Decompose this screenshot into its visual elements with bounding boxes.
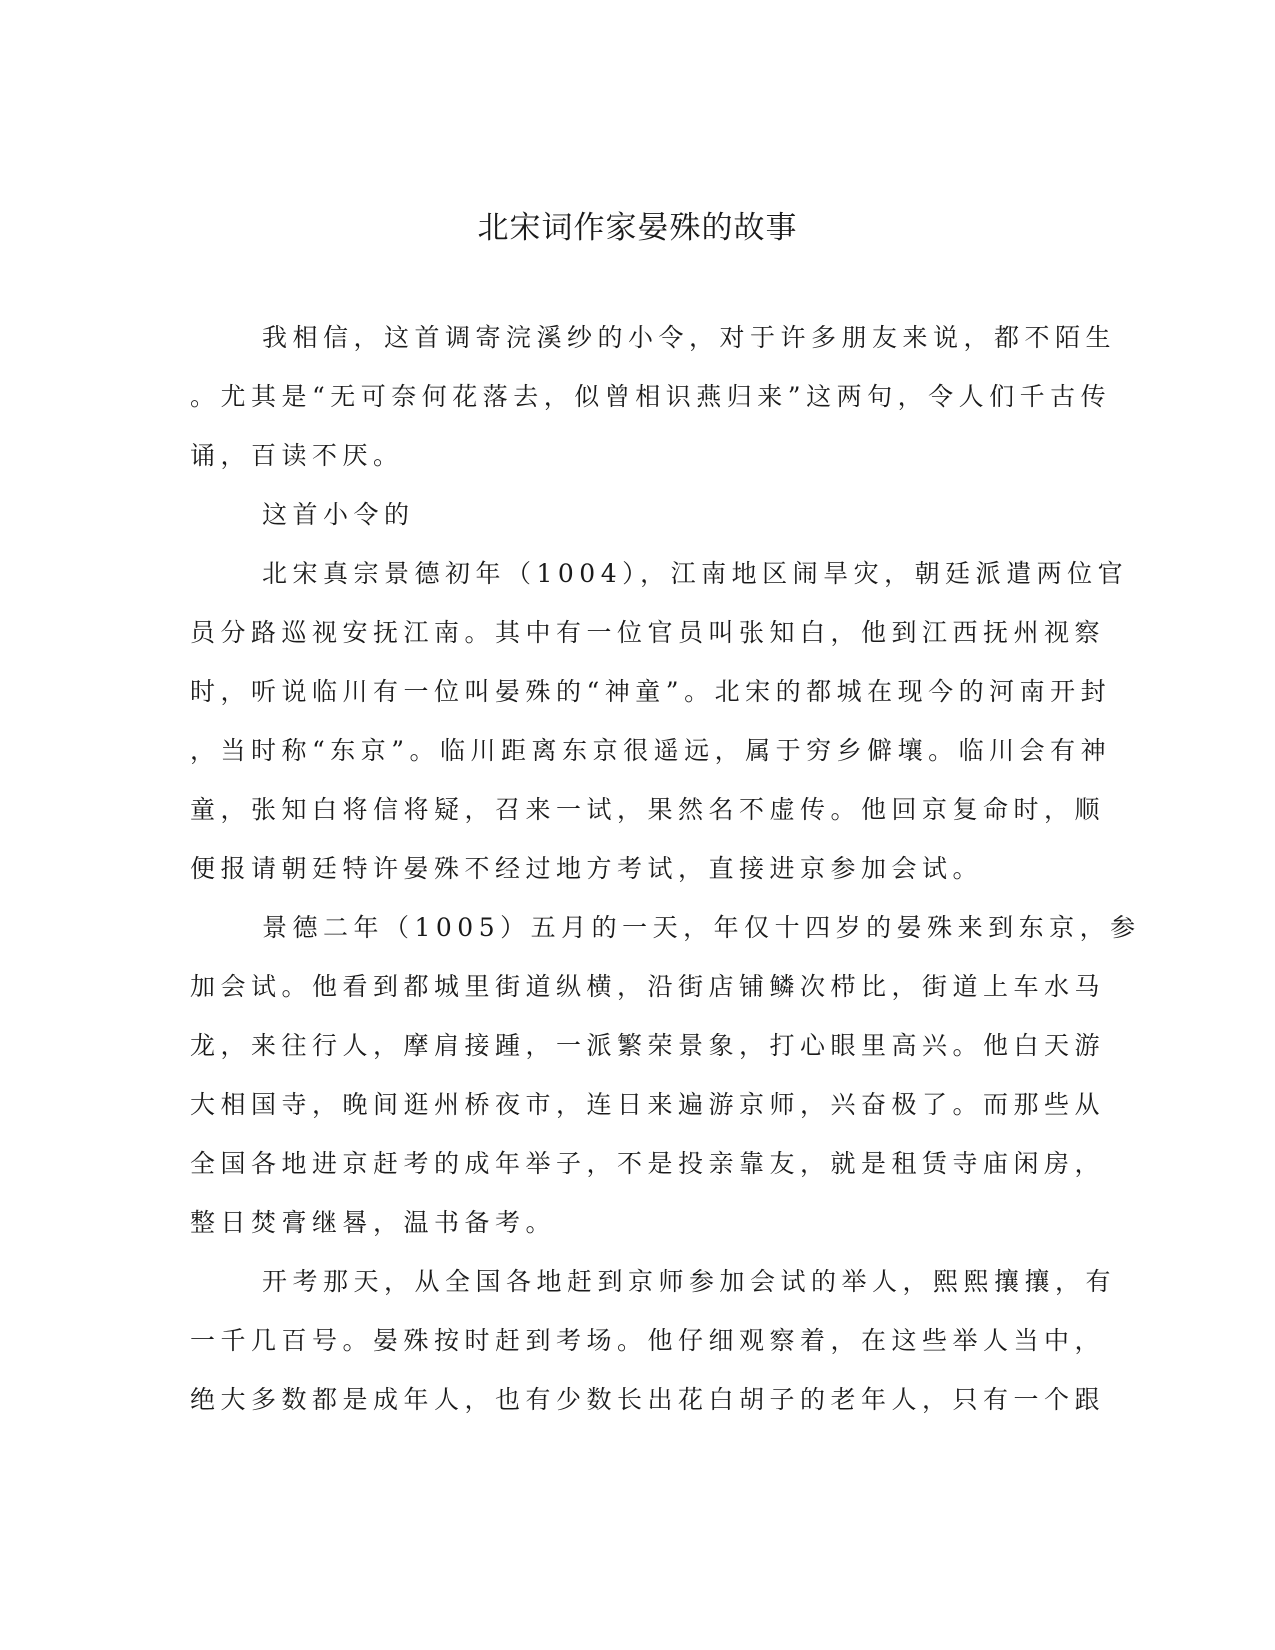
text-line: 时，听说临川有一位叫晏殊的“神童”。北宋的都城在现今的河南开封 bbox=[190, 677, 1112, 706]
text-line: 这首小令的 bbox=[262, 500, 415, 529]
text-line: 全国各地进京赶考的成年举子，不是投亲靠友，就是租赁寺庙闲房， bbox=[190, 1149, 1106, 1178]
text-line: 。尤其是“无可奈何花落去，似曾相识燕归来”这两句，令人们千古传 bbox=[190, 382, 1112, 411]
text-line: 我相信，这首调寄浣溪纱的小令，对于许多朋友来说，都不陌生 bbox=[262, 323, 1117, 352]
text-line: 一千几百号。晏殊按时赶到考场。他仔细观察着，在这些举人当中， bbox=[190, 1326, 1106, 1355]
text-line: 童，张知白将信将疑，召来一试，果然名不虚传。他回京复命时，顺 bbox=[190, 795, 1106, 824]
text-line: 北宋真宗景德初年（1004），江南地区闹旱灾，朝廷派遣两位官 bbox=[262, 559, 1129, 588]
text-line: 诵，百读不厌。 bbox=[190, 441, 404, 470]
text-line: 大相国寺，晚间逛州桥夜市，连日来遍游京师，兴奋极了。而那些从 bbox=[190, 1090, 1106, 1119]
text-line: 加会试。他看到都城里街道纵横，沿街店铺鳞次栉比，街道上车水马 bbox=[190, 972, 1106, 1001]
text-line: 开考那天，从全国各地赶到京师参加会试的举人，熙熙攘攘，有 bbox=[262, 1267, 1117, 1296]
text-line: 景德二年（1005）五月的一天，年仅十四岁的晏殊来到东京，参 bbox=[262, 913, 1141, 942]
text-line: 龙，来往行人，摩肩接踵，一派繁荣景象，打心眼里高兴。他白天游 bbox=[190, 1031, 1106, 1060]
text-line: 员分路巡视安抚江南。其中有一位官员叫张知白，他到江西抚州视察 bbox=[190, 618, 1106, 647]
document-title: 北宋词作家晏殊的故事 bbox=[477, 210, 798, 246]
text-line: 便报请朝廷特许晏殊不经过地方考试，直接进京参加会试。 bbox=[190, 854, 984, 883]
text-line: 整日焚膏继晷，温书备考。 bbox=[190, 1208, 557, 1237]
text-line: 绝大多数都是成年人，也有少数长出花白胡子的老年人，只有一个跟 bbox=[190, 1385, 1106, 1414]
text-line: ，当时称“东京”。临川距离东京很遥远，属于穷乡僻壤。临川会有神 bbox=[190, 736, 1112, 765]
